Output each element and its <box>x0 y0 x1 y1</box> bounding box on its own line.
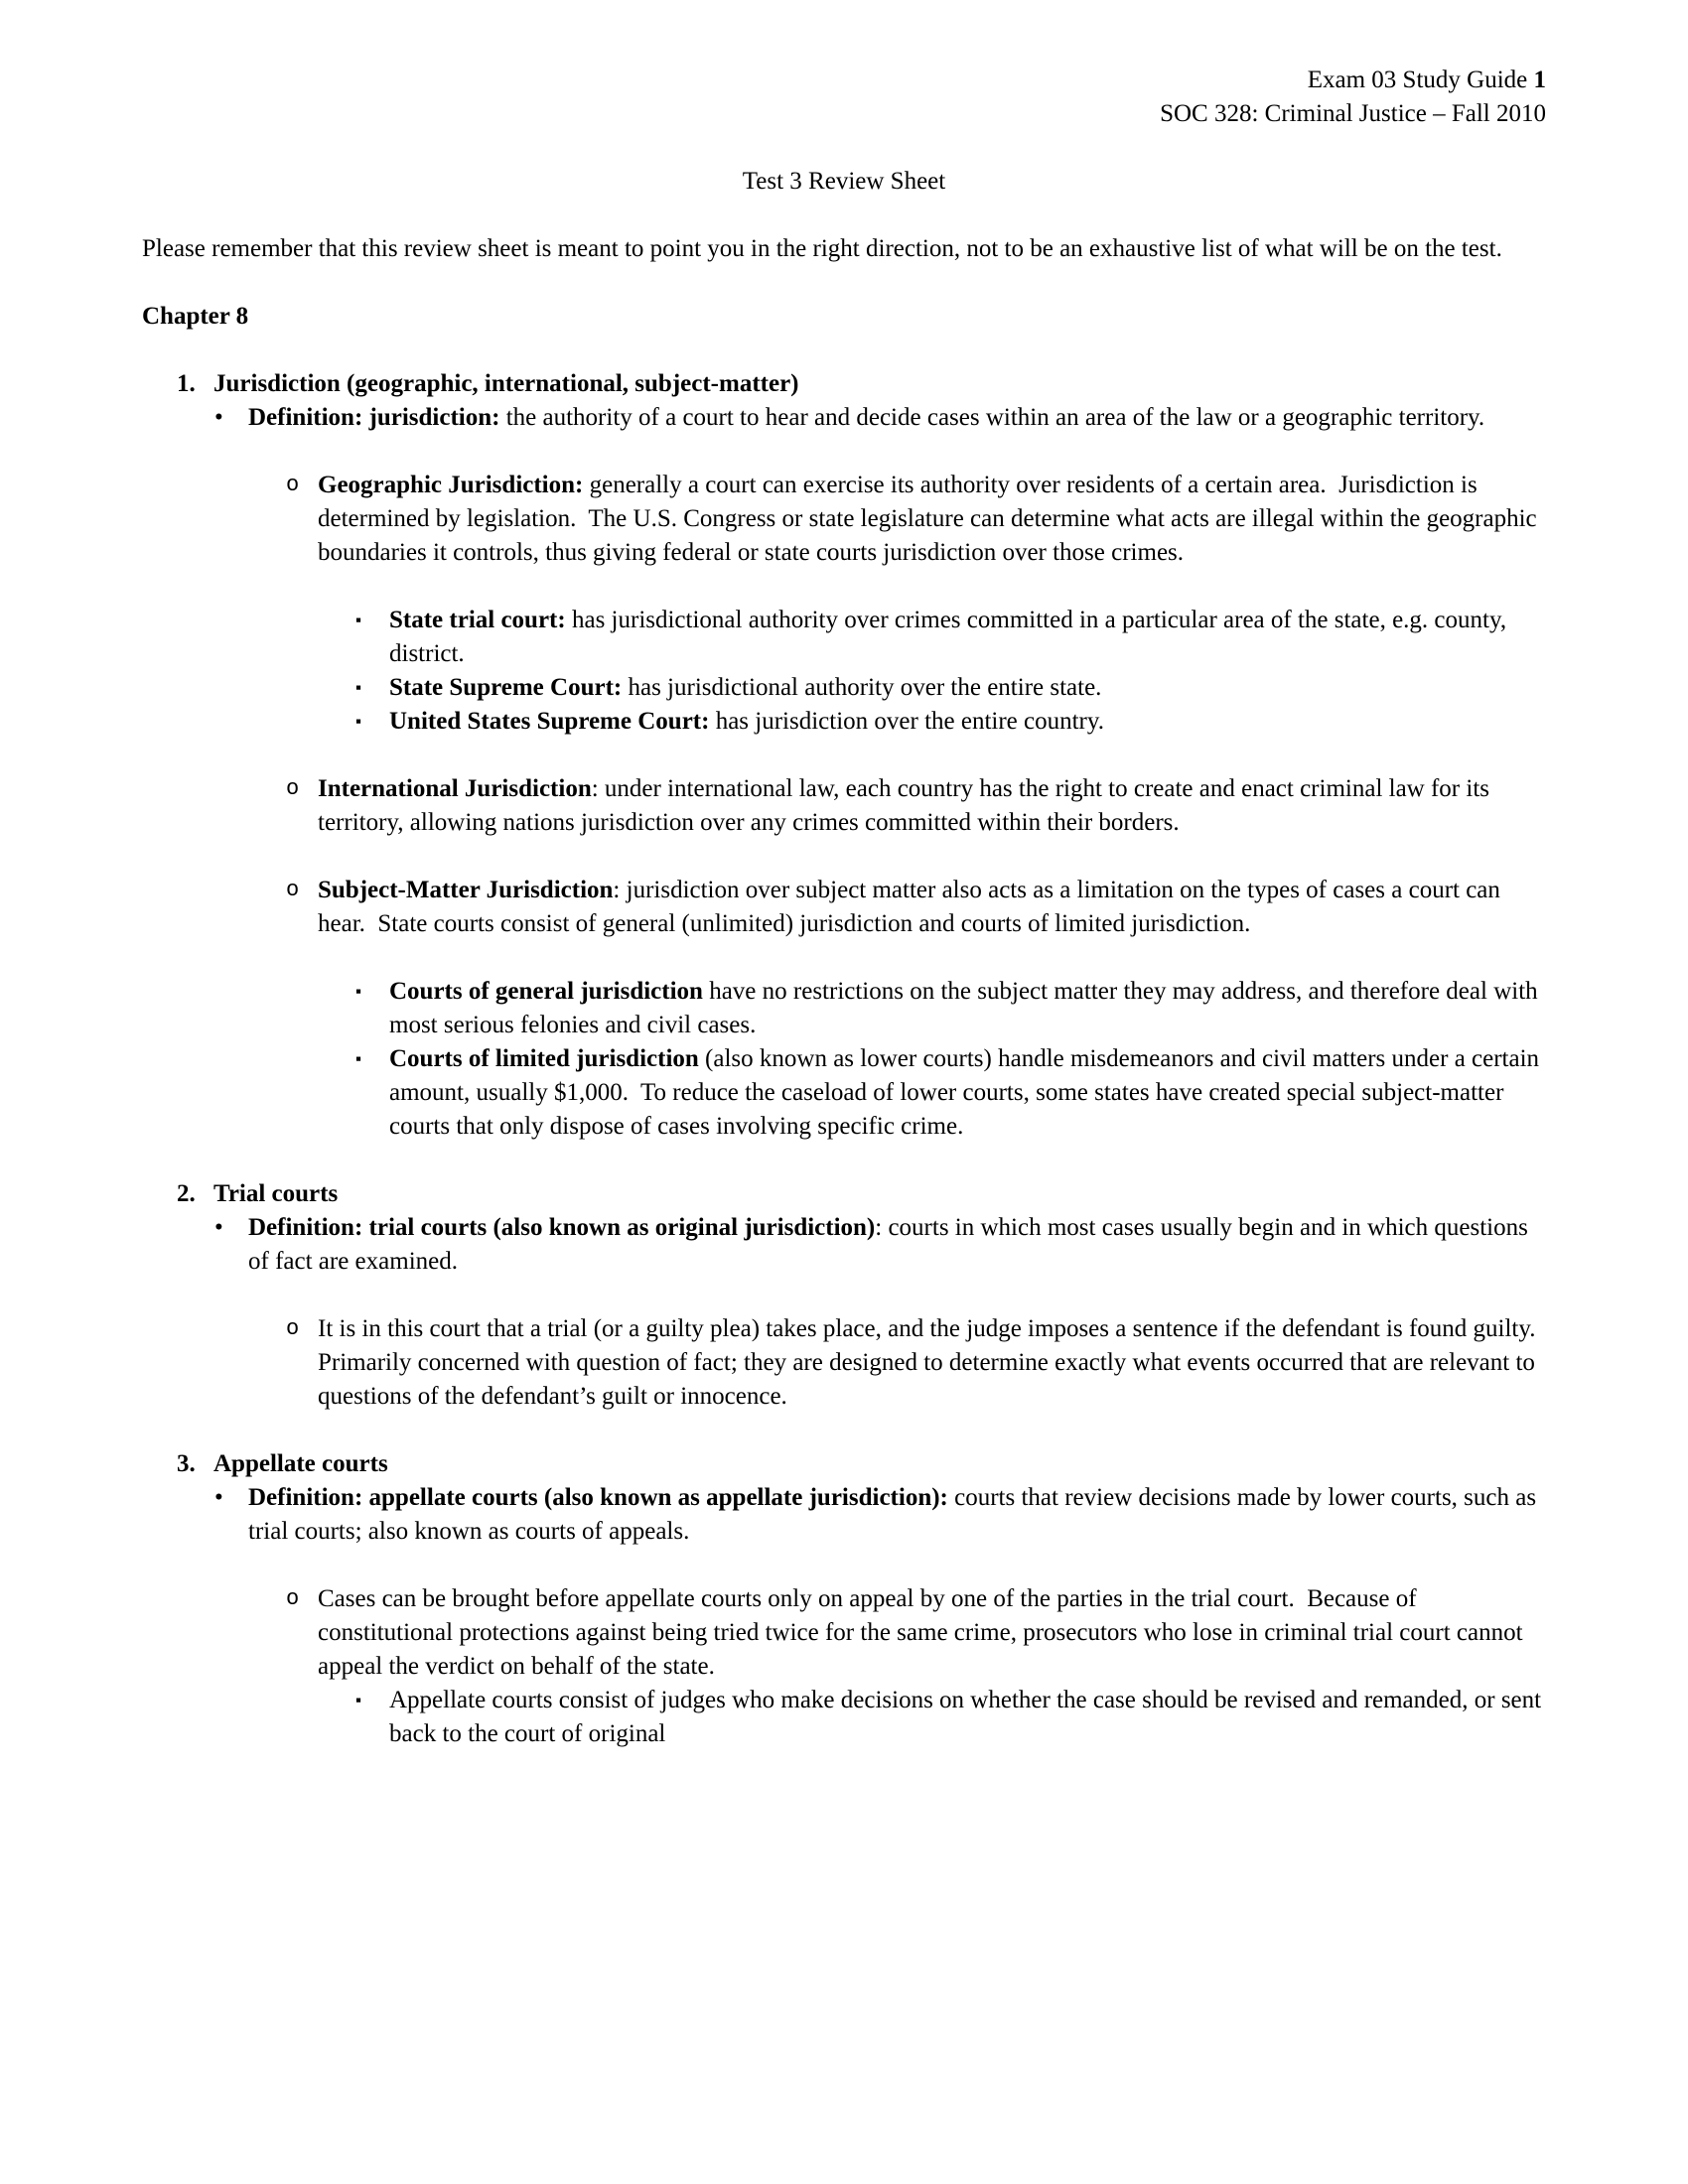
list-item <box>142 975 1546 1042</box>
list-item-text: the authority of a court to hear and decide cases within an area of the law or a geographic territory. <box>499 404 1485 431</box>
list-marker: 2. <box>177 1180 196 1207</box>
list-item-bold-text: International Jurisdiction <box>318 775 592 802</box>
list-item <box>142 367 1546 401</box>
header-guide-line <box>142 64 1546 97</box>
list-item <box>142 1481 1546 1549</box>
list-marker: ▪ <box>355 712 362 731</box>
list-marker: • <box>214 1484 223 1511</box>
list-item <box>142 1177 1546 1211</box>
list-item-text: have no restrictions on the subject matter they may address, and therefore deal with most serious felonies and civil cases. <box>389 978 1544 1038</box>
page-header <box>142 64 1546 131</box>
list-item-bold-text: Appellate courts <box>213 1450 388 1477</box>
list-marker: ▪ <box>355 1049 362 1068</box>
list-marker: ▪ <box>355 678 362 697</box>
list-item-text: It is in this court that a trial (or a guilty plea) takes place, and the judge imposes a sentence if the defendant is found guilty. Primarily concerned with question of fact; they are designed to determine exactly what events occurred that are relevant to questions of the defendant’s guilt or innocence. <box>318 1315 1548 1410</box>
list-item-bold-text: Definition: jurisdiction: <box>248 404 500 431</box>
list-marker: ▪ <box>355 982 362 1001</box>
list-item <box>142 1684 1546 1751</box>
list-item-bold-text: State Supreme Court: <box>389 674 623 701</box>
list-item-bold-text: Definition: trial courts (also known as original jurisdiction) <box>248 1214 876 1241</box>
list-item <box>142 604 1546 671</box>
list-item-text: has jurisdiction over the entire country. <box>709 708 1105 735</box>
list-marker: 3. <box>177 1450 196 1477</box>
list-item-text: : courts in which most cases usually begin and in which questions of fact are examined. <box>248 1214 1535 1275</box>
list-item <box>142 401 1546 435</box>
list-item-bold-text: Courts of general jurisdiction <box>389 978 703 1005</box>
list-item-bold-text: Courts of limited jurisdiction <box>389 1045 699 1072</box>
list-item-text: Appellate courts consist of judges who make decisions on whether the case should be revised and remanded, or sent back to the court of original <box>389 1687 1548 1747</box>
list-marker: • <box>214 404 223 431</box>
list-item-bold-text: Geographic Jurisdiction: <box>318 472 584 498</box>
list-item-bold-text: Jurisdiction (geographic, international, subject-matter) <box>213 370 799 397</box>
list-item <box>142 1042 1546 1144</box>
list-item <box>142 671 1546 705</box>
list-item-bold-text: Trial courts <box>213 1180 339 1207</box>
header-guide-text: Exam 03 Study Guide <box>1307 67 1534 93</box>
list-item-text: (also known as lower courts) handle misdemeanors and civil matters under a certain amount, usually $1,000. To reduce the caseload of lower courts, some states have created special subject-matter courts that only dispose of cases involving specific crime. <box>389 1045 1546 1140</box>
list-item-bold-text: Subject-Matter Jurisdiction <box>318 877 614 903</box>
document-title: Test 3 Review Sheet <box>742 168 946 195</box>
list-marker: o <box>286 878 300 902</box>
header-course-line: SOC 328: Criminal Justice – Fall 2010 <box>1160 100 1546 127</box>
list-item-bold-text: State trial court: <box>389 607 566 633</box>
chapter-heading: Chapter 8 <box>142 303 249 330</box>
list-marker: o <box>286 473 300 497</box>
list-item <box>142 469 1546 570</box>
list-item-text: : under international law, each country has the right to create and enact criminal law for its territory, allowing nations jurisdiction over any crimes committed within their borders. <box>318 775 1496 836</box>
list-item <box>142 705 1546 739</box>
list-marker: • <box>214 1214 223 1241</box>
list-item-bold-text: United States Supreme Court: <box>389 708 710 735</box>
list-item-text: has jurisdictional authority over the entire state. <box>622 674 1102 701</box>
list-item-bold-text: Definition: appellate courts (also known as appellate jurisdiction): <box>248 1484 948 1511</box>
list-item <box>142 1582 1546 1684</box>
list-marker: 1. <box>177 370 196 397</box>
list-item-text: has jurisdictional authority over crimes committed in a particular area of the state, e.g. county, district. <box>389 607 1513 667</box>
intro-paragraph: Please remember that this review sheet is meant to point you in the right direction, not to be an exhaustive list of what will be on the test. <box>142 235 1502 262</box>
list-item <box>142 1211 1546 1279</box>
list-item-text: generally a court can exercise its authority over residents of a certain area. Jurisdiction is determined by legislation. The U.S. Congress or state legislature can determine what acts are illegal within the geographic boundaries it controls, thus giving federal or state courts jurisdiction over those crimes. <box>318 472 1543 566</box>
list-marker: o <box>286 776 300 801</box>
list-item <box>142 1447 1546 1481</box>
list-item-text: courts that review decisions made by lower courts, such as trial courts; also known as courts of appeals. <box>248 1484 1543 1545</box>
list-marker: ▪ <box>355 611 362 629</box>
list-item <box>142 874 1546 941</box>
list-marker: o <box>286 1316 300 1341</box>
list-item-text: Cases can be brought before appellate courts only on appeal by one of the parties in the trial court. Because of constitutional protections against being tried twice for the same crime, prosecutors who lose in criminal trial court cannot appeal the verdict on behalf of the state. <box>318 1585 1529 1680</box>
list-item <box>142 772 1546 840</box>
list-marker: ▪ <box>355 1691 362 1709</box>
list-item <box>142 1312 1546 1414</box>
page-number: 1 <box>1533 67 1546 93</box>
list-marker: o <box>286 1586 300 1611</box>
list-item-text: : jurisdiction over subject matter also acts as a limitation on the types of cases a court can hear. State courts consist of general (unlimited) jurisdiction and courts of limited jurisdiction. <box>318 877 1507 937</box>
